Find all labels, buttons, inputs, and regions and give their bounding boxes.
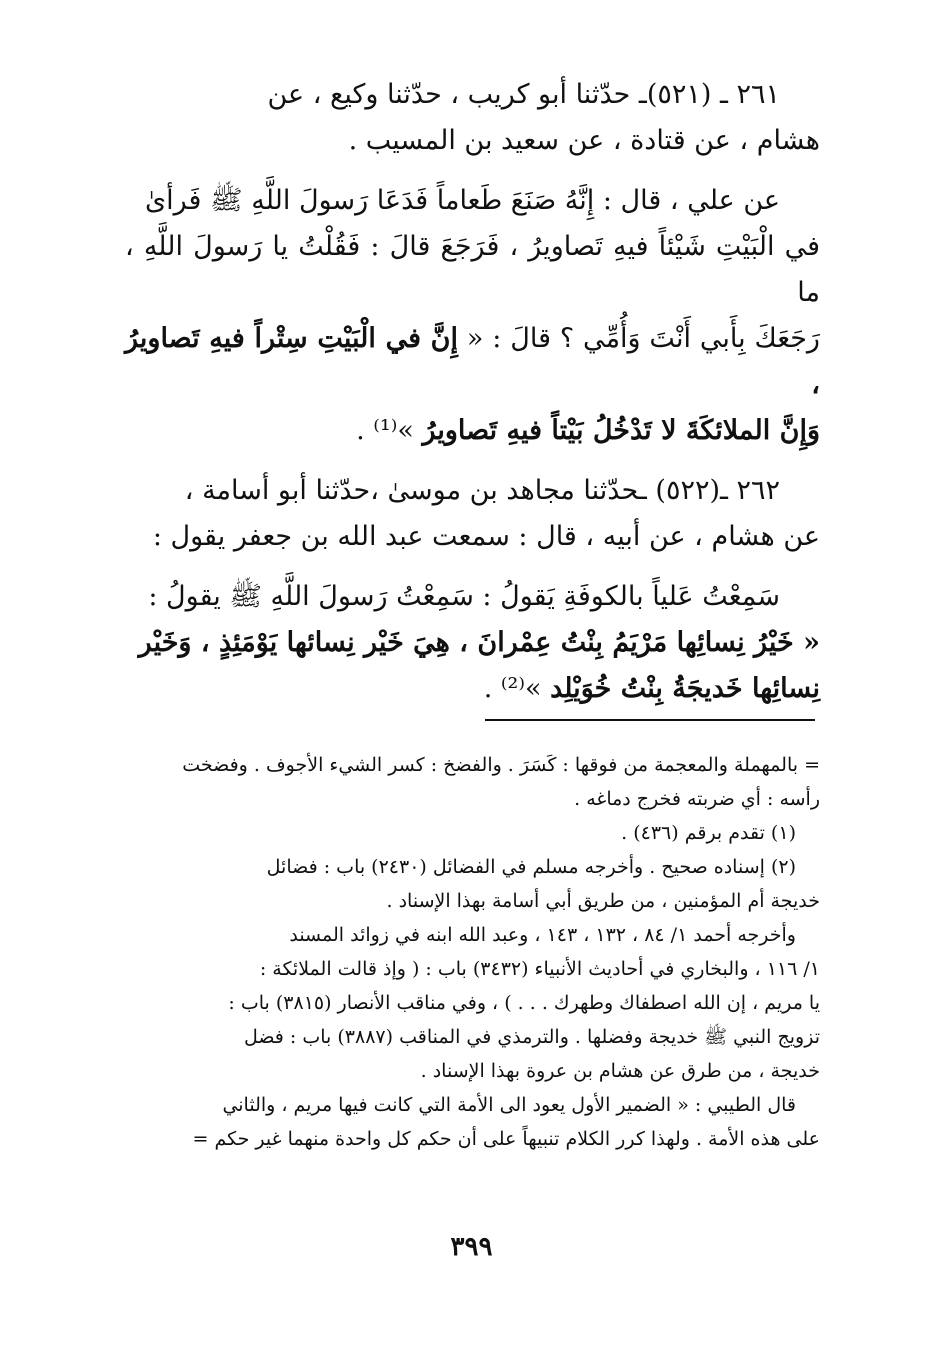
hadith-261-footnote-ref: »⁽¹⁾ . xyxy=(356,415,414,446)
footnote-separator xyxy=(485,719,815,721)
footnote-2-line-2: خديجة أم المؤمنين ، من طريق أبي أسامة بهذا الإسناد . xyxy=(386,890,820,912)
hadith-261-matn-text: رَجَعَكَ بِأَبي أَنْتَ وَأُمِّي ؟ قالَ : « xyxy=(466,323,820,354)
footnote-continuation-line-2: رأسه : أي ضربته فخرج دماغه . xyxy=(574,788,820,810)
hadith-261-isnad-line-2: هشام ، عن قتادة ، عن سعيد بن المسيب . xyxy=(348,125,820,156)
footnote-2-para-2-line-2: ١/ ١١٦ ، والبخاري في أحاديث الأنبياء (٣٤٣٢) باب : ( وإذ قالت الملائكة : xyxy=(259,958,820,980)
page-number: ٣٩٩ xyxy=(450,1232,493,1262)
footnote-2-para-2-line-4: تزويج النبي ﷺ خديجة وفضلها . والترمذي في المناقب (٣٨٨٧) باب : فضل xyxy=(243,1026,820,1048)
hadith-262-isnad-line-1: ٢٦٢ ـ(٥٢٢) ـحدّثنا مجاهد بن موسىٰ ،حدّثنا أبو أسامة ، xyxy=(184,475,780,506)
hadith-262-matn-line-3 xyxy=(125,666,820,712)
hadith-261-isnad-line-1: ٢٦١ ـ (٥٢١)ـ حدّثنا أبو كريب ، حدّثنا وكيع ، عن xyxy=(267,79,780,110)
footnote-2-para-2-line-1: وأخرجه أحمد ١/ ٨٤ ، ١٣٢ ، ١٤٣ ، وعبد الله ابنه في زوائد المسند xyxy=(289,924,796,946)
footnote-continuation-line-1: = بالمهملة والمعجمة من فوقها : كَسَرَ . والفضخ : كسر الشيء الأجوف . وفضخت xyxy=(182,754,820,776)
footnote-2-line-1: (٢) إسناده صحيح . وأخرجه مسلم في الفضائل (٢٤٣٠) باب : فضائل xyxy=(266,856,796,878)
footnote-2-para-3-line-2: على هذه الأمة . ولهذا كرر الكلام تنبيهاً على أن حكم كل واحدة منهما غير حكم = xyxy=(192,1128,820,1150)
footnote-2-para-2-line-3: يا مريم ، إن الله اصطفاك وطهرك . . . ) ، وفي مناقب الأنصار (٣٨١٥) باب : xyxy=(228,992,820,1014)
hadith-262-matn-line-1: سَمِعْتُ عَلياً بالكوفَةِ يَقولُ : سَمِعْتُ رَسولَ اللَّهِ ﷺ يقولُ : xyxy=(148,581,780,612)
hadith-261-matn-line-2: في الْبَيْتِ شَيْئاً فيهِ تَصاويرُ ، فَرَجَعَ قالَ : فَقُلْتُ يا رَسولَ اللَّهِ ، ما xyxy=(125,231,820,308)
hadith-261-prophet-quote-end: وَإِنَّ الملائكَةَ لا تَدْخُلُ بَيْتاً فيهِ تَصاويرُ xyxy=(422,415,820,446)
hadith-261-matn-line-1: عن علي ، قال : إِنَّهُ صَنَعَ طَعاماً فَدَعَا رَسولَ اللَّهِ ﷺ فَرأىٰ xyxy=(145,185,780,216)
footnote-1: (١) تقدم برقم (٤٣٦) . xyxy=(621,822,796,844)
hadith-261-matn-line-3 xyxy=(125,316,820,408)
hadith-262-matn-line-2: « خَيْرُ نِسائِها مَرْيَمُ بِنْتُ عِمْرانَ ، هِيَ خَيْر نِسائها يَوْمَئِذٍ ، وَخَيْر xyxy=(138,627,820,658)
hadith-262-prophet-quote-end: نِسائِها خَديجَةُ بِنْتُ خُوَيْلِد xyxy=(550,673,820,704)
footnotes-section xyxy=(115,748,820,1156)
hadith-262-footnote-ref: »⁽²⁾ . xyxy=(483,673,542,704)
footnote-2-para-2-line-5: خديجة ، من طرق عن هشام بن عروة بهذا الإسناد . xyxy=(420,1060,820,1082)
hadith-261-prophet-quote: إِنَّ في الْبَيْتِ سِتْراً فيهِ تَصاويرُ ، xyxy=(125,323,820,400)
footnote-2-para-3-line-1: قال الطيبي : « الضمير الأول يعود الى الأمة التي كانت فيها مريم ، والثاني xyxy=(222,1094,796,1116)
main-text xyxy=(125,72,820,712)
hadith-261-matn-line-4 xyxy=(125,408,820,454)
hadith-262-isnad-line-2: عن هشام ، عن أبيه ، قال : سمعت عبد الله بن جعفر يقول : xyxy=(152,521,820,552)
